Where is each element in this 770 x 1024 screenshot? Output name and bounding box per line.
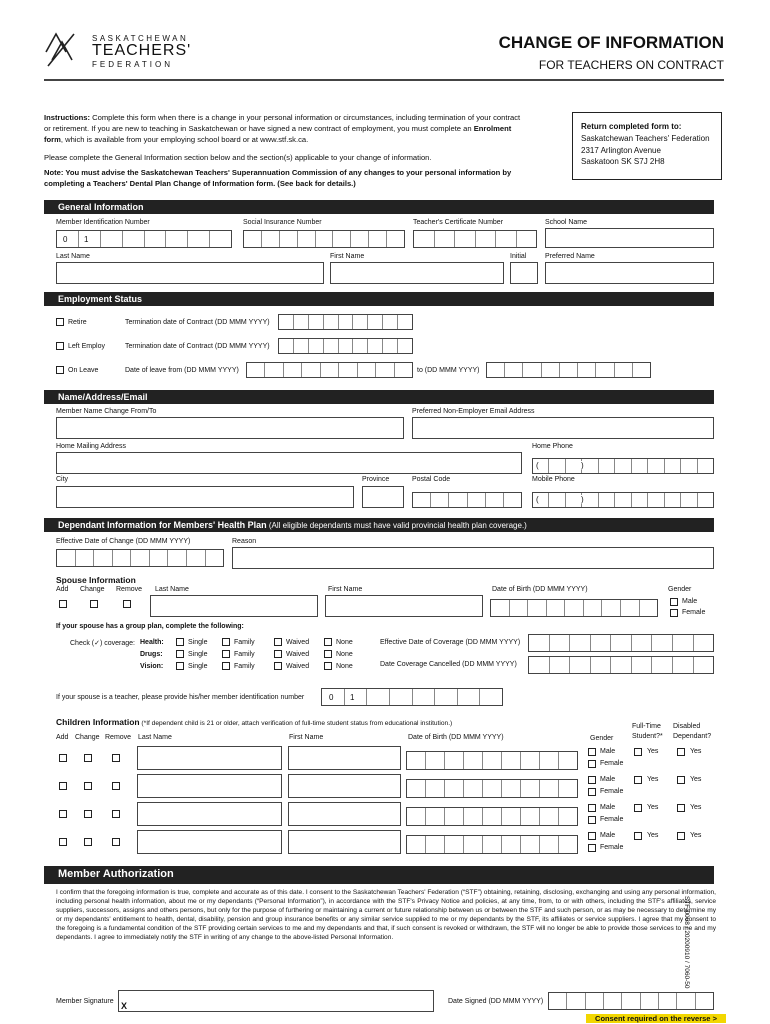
health-family-checkbox[interactable] — [222, 638, 230, 646]
children-dob-label: Date of Birth (DD MMM YYYY) — [408, 734, 504, 741]
section-dependant-title: Dependant Information for Members' Health Plan — [58, 520, 267, 530]
child2-dob-input[interactable] — [406, 779, 578, 798]
child3-disabled-yes-label: Yes — [690, 804, 702, 811]
spouse-dob-input[interactable] — [490, 599, 658, 617]
spouse-add-checkbox[interactable] — [59, 600, 67, 608]
vision-single-label: Single — [188, 663, 208, 670]
disabled-header: Disabled — [673, 723, 701, 730]
left-employ-checkbox[interactable] — [56, 342, 64, 350]
form-code: STF-0068 / 20200910 / 7060-50 — [683, 896, 690, 989]
vision-none-checkbox[interactable] — [324, 662, 332, 670]
org-name-line1: SASKATCHEWAN — [92, 34, 189, 43]
spouse-last-input[interactable] — [150, 595, 318, 617]
child3-remove-checkbox[interactable] — [112, 810, 120, 818]
instructions-note: Note: You must advise the Saskatchewan Teachers' Superannuation Commission of any changes to your personal information by completing a Teachers' Dental Plan Change of Information form. (See back for details.) — [44, 168, 512, 188]
spouse-male-label: Male — [682, 598, 698, 605]
spouse-last-label: Last Name — [155, 586, 189, 593]
eff-coverage-input[interactable] — [528, 634, 714, 652]
child4-remove-checkbox[interactable] — [112, 838, 120, 846]
health-label: Health: — [140, 639, 164, 646]
child2-female-label: Female — [600, 788, 624, 795]
vision-label: Vision: — [140, 663, 164, 670]
return-line2: 2317 Arlington Avenue — [581, 146, 661, 155]
retire-label: Retire — [68, 319, 87, 326]
drugs-family-checkbox[interactable] — [222, 650, 230, 658]
child1-female-checkbox[interactable] — [588, 760, 596, 768]
left-employ-label: Left Employ — [68, 343, 105, 350]
retire-date-input[interactable] — [278, 314, 413, 330]
spouse-id-prefix-0: 0 — [329, 693, 334, 702]
return-box — [572, 112, 722, 180]
retire-term-label: Termination date of Contract (DD MMM YYYY) — [125, 319, 270, 326]
mobile-phone-input[interactable] — [532, 492, 714, 508]
spouse-teacher-note: If your spouse is a teacher, please provide his/her member identification number — [56, 694, 305, 701]
spouse-first-input[interactable] — [325, 595, 483, 617]
left-date-input[interactable] — [278, 338, 413, 354]
member-id-label: Member Identification Number — [56, 219, 150, 226]
signature-input[interactable] — [118, 990, 434, 1012]
spouse-gender-label: Gender — [668, 586, 692, 593]
eff-date-change-input[interactable] — [56, 549, 224, 567]
drugs-label: Drugs: — [140, 651, 163, 658]
child3-female-checkbox[interactable] — [588, 816, 596, 824]
org-name-line3: FEDERATION — [92, 60, 173, 69]
school-input[interactable] — [545, 228, 714, 248]
child1-disabled-checkbox[interactable] — [677, 748, 685, 756]
child1-fulltime-checkbox[interactable] — [634, 748, 642, 756]
child4-male-checkbox[interactable] — [588, 832, 596, 840]
cert-label: Teacher's Certificate Number — [413, 219, 504, 226]
child2-male-label: Male — [600, 776, 616, 783]
spouse-remove-label: Remove — [116, 586, 143, 593]
first-name-input[interactable] — [330, 262, 504, 284]
health-none-label: None — [336, 639, 353, 646]
child2-remove-checkbox[interactable] — [112, 782, 120, 790]
authorization-text: I confirm that the foregoing information is true, complete and accurate as of this date. I consent to the Saskatchewan Teachers' Federation (“STF”) obtaining, retaining, disclosing, exchanging and using any personal information, including personal health information, about me or my dependants (“Personal Information”), in accordance with the STF's Privacy Notice and policies, at any time, from, to or with others, including the STF's affiliates, service suppliers, successors, assigns and others persons, but only for the purpose of furthering or maintaining a current or future relationship between us or between the STF and such person, or as may be necessary to determine my or my dependants' entitlement to health, dental, disability, pension and group insurance benefits or any similar service supplied to me or my dependants by the STF, its affiliates or service suppliers. I agree that my consent to the foregoing is a fundamental condition of the STF providing certain services to me and my dependants and that, if such consent is revoked or withdrawn, the STF will no longer be able to provide those services to me and my dependants. I agree to immediately notify the STF in writing of any change to the above-listed Personal Information. — [56, 889, 716, 942]
children-add-label: Add — [56, 734, 69, 741]
spouse-male-checkbox[interactable] — [670, 598, 678, 606]
spouse-female-label: Female — [682, 609, 706, 616]
child3-first-input[interactable] — [288, 802, 401, 826]
child1-add-checkbox[interactable] — [59, 754, 67, 762]
province-label: Province — [362, 476, 390, 483]
school-label: School Name — [545, 219, 588, 226]
child2-disabled-yes-label: Yes — [690, 776, 702, 783]
reason-label: Reason — [232, 538, 257, 545]
children-last-label: Last Name — [138, 734, 172, 741]
child1-remove-checkbox[interactable] — [112, 754, 120, 762]
page-subtitle: FOR TEACHERS ON CONTRACT — [538, 58, 724, 72]
drugs-single-label: Single — [188, 651, 208, 658]
on-leave-label: On Leave — [68, 367, 99, 374]
header-rule — [44, 79, 724, 81]
return-line1: Saskatchewan Teachers' Federation — [581, 134, 710, 143]
sin-input[interactable] — [243, 230, 405, 248]
member-id-input[interactable] — [56, 230, 232, 248]
instructions — [44, 112, 526, 145]
last-name-label: Last Name — [56, 253, 90, 260]
fulltime-header: Full-Time — [632, 723, 661, 730]
children-gender-label: Gender — [590, 735, 614, 742]
logo — [44, 30, 78, 68]
city-label: City — [56, 476, 69, 483]
section-authorization-title: Member Authorization — [58, 868, 174, 880]
drugs-waived-checkbox[interactable] — [274, 650, 282, 658]
page-title: CHANGE OF INFORMATION — [498, 33, 724, 52]
children-change-label: Change — [75, 734, 100, 741]
children-title-text: Children Information — [56, 717, 140, 727]
leave-from-label: Date of leave from (DD MMM YYYY) — [125, 367, 239, 374]
spouse-member-id-input[interactable] — [321, 688, 503, 706]
child2-last-input[interactable] — [137, 774, 282, 798]
preferred-name-label: Preferred Name — [545, 253, 595, 260]
leave-to-label: to (DD MMM YYYY) — [417, 367, 480, 374]
drugs-single-checkbox[interactable] — [176, 650, 184, 658]
vision-family-checkbox[interactable] — [222, 662, 230, 670]
section-dependant — [44, 518, 714, 532]
health-single-label: Single — [188, 639, 208, 646]
org-name-line2: TEACHERS' — [92, 42, 192, 59]
vision-family-label: Family — [234, 663, 255, 670]
mailing-address-input[interactable] — [56, 452, 522, 474]
section-name-address — [44, 390, 714, 404]
section-general-title: General Information — [58, 202, 144, 212]
child3-female-label: Female — [600, 816, 624, 823]
instructions-text-end: , which is available from your employing school board or at www.stf.sk.ca. — [60, 135, 309, 144]
on-leave-checkbox[interactable] — [56, 366, 64, 374]
child3-add-checkbox[interactable] — [59, 810, 67, 818]
consent-reverse-link[interactable]: Consent required on the reverse > — [586, 1014, 726, 1023]
section-name-address-title: Name/Address/Email — [58, 392, 148, 402]
instructions-text: Complete this form when there is a change in your personal information or circumstances, including termination of your contract or retirement. If you are new to teaching in Saskatchewan or have signed a new contract of employment, you must complete an — [44, 113, 521, 133]
section-employment-title: Employment Status — [58, 294, 143, 304]
preferred-name-input[interactable] — [545, 262, 714, 284]
children-first-label: First Name — [289, 734, 324, 741]
signature-x-mark: X — [121, 1001, 128, 1011]
spouse-add-label: Add — [56, 586, 69, 593]
vision-waived-checkbox[interactable] — [274, 662, 282, 670]
child4-fulltime-yes-label: Yes — [647, 832, 659, 839]
child4-disabled-yes-label: Yes — [690, 832, 702, 839]
health-waived-checkbox[interactable] — [274, 638, 282, 646]
child4-add-checkbox[interactable] — [59, 838, 67, 846]
postal-code-input[interactable] — [412, 492, 522, 508]
child3-fulltime-yes-label: Yes — [647, 804, 659, 811]
retire-checkbox[interactable] — [56, 318, 64, 326]
drugs-family-label: Family — [234, 651, 255, 658]
first-name-label: First Name — [330, 253, 365, 260]
vision-waived-label: Waived — [286, 663, 310, 670]
spouse-title: Spouse Information — [56, 575, 136, 585]
child3-male-label: Male — [600, 804, 616, 811]
postal-code-label: Postal Code — [412, 476, 451, 483]
home-phone-label: Home Phone — [532, 443, 573, 450]
child4-disabled-checkbox[interactable] — [677, 832, 685, 840]
child4-female-checkbox[interactable] — [588, 844, 596, 852]
child1-first-input[interactable] — [288, 746, 401, 770]
home-phone-paren-open: ( — [536, 461, 539, 470]
child2-disabled-checkbox[interactable] — [677, 776, 685, 784]
eff-date-change-label: Effective Date of Change (DD MMM YYYY) — [56, 538, 191, 545]
child2-add-checkbox[interactable] — [59, 782, 67, 790]
drugs-none-checkbox[interactable] — [324, 650, 332, 658]
section-employment — [44, 292, 714, 306]
drugs-none-label: None — [336, 651, 353, 658]
date-signed-label: Date Signed (DD MMM YYYY) — [448, 998, 544, 1005]
child2-first-input[interactable] — [288, 774, 401, 798]
name-change-label: Member Name Change From/To — [56, 408, 157, 415]
instructions-p2: Please complete the General Information section below and the section(s) applicable to your change of information. — [44, 153, 432, 162]
child1-change-checkbox[interactable] — [84, 754, 92, 762]
child4-male-label: Male — [600, 832, 616, 839]
instructions-label: Instructions: — [44, 113, 90, 122]
children-note: (*If dependent child is 21 or older, attach verification of full-time student status from educational institution.) — [139, 720, 453, 727]
member-id-prefix-0: 0 — [63, 235, 68, 244]
mobile-paren-close: ) — [581, 495, 584, 504]
health-waived-label: Waived — [286, 639, 310, 646]
spouse-dob-label: Date of Birth (DD MMM YYYY) — [492, 586, 588, 593]
drugs-waived-label: Waived — [286, 651, 310, 658]
vision-none-label: None — [336, 663, 353, 670]
leave-from-input[interactable] — [246, 362, 413, 378]
leave-to-input[interactable] — [486, 362, 651, 378]
child3-disabled-checkbox[interactable] — [677, 804, 685, 812]
section-authorization — [44, 866, 714, 884]
email-label: Preferred Non-Employer Email Address — [412, 408, 535, 415]
child4-first-input[interactable] — [288, 830, 401, 854]
sin-label: Social Insurance Number — [243, 219, 322, 226]
children-title — [56, 717, 452, 727]
mobile-phone-label: Mobile Phone — [532, 476, 575, 483]
cert-input[interactable] — [413, 230, 537, 248]
student-header: Student?* — [632, 733, 663, 740]
child2-fulltime-checkbox[interactable] — [634, 776, 642, 784]
initial-input[interactable] — [510, 262, 538, 284]
child3-dob-input[interactable] — [406, 807, 578, 826]
eff-coverage-label: Effective Date of Coverage (DD MMM YYYY) — [380, 639, 521, 646]
enrolment-form-link: Enrolment form — [44, 124, 512, 144]
child1-male-checkbox[interactable] — [588, 748, 596, 756]
health-family-label: Family — [234, 639, 255, 646]
home-phone-input[interactable] — [532, 458, 714, 474]
return-line3: Saskatoon SK S7J 2H8 — [581, 157, 665, 166]
logo-mark-icon — [44, 30, 78, 68]
spouse-remove-checkbox[interactable] — [123, 600, 131, 608]
child1-male-label: Male — [600, 748, 616, 755]
left-term-label: Termination date of Contract (DD MMM YYYY) — [125, 343, 270, 350]
group-plan-note: If your spouse has a group plan, complete the following: — [56, 623, 244, 630]
child4-last-input[interactable] — [137, 830, 282, 854]
spouse-female-checkbox[interactable] — [670, 609, 678, 617]
name-change-input[interactable] — [56, 417, 404, 439]
member-id-prefix-1: 1 — [84, 235, 89, 244]
child1-dob-input[interactable] — [406, 751, 578, 770]
child1-last-input[interactable] — [137, 746, 282, 770]
child2-fulltime-yes-label: Yes — [647, 776, 659, 783]
coverage-cancelled-label: Date Coverage Cancelled (DD MMM YYYY) — [380, 661, 517, 668]
reason-input[interactable] — [232, 547, 714, 569]
return-title: Return completed form to: — [581, 122, 682, 131]
child3-last-input[interactable] — [137, 802, 282, 826]
child1-female-label: Female — [600, 760, 624, 767]
child1-disabled-yes-label: Yes — [690, 748, 702, 755]
signature-label: Member Signature — [56, 998, 114, 1005]
city-input[interactable] — [56, 486, 354, 508]
dependant-header: Dependant? — [673, 733, 712, 740]
province-input[interactable] — [362, 486, 404, 508]
spouse-first-label: First Name — [328, 586, 363, 593]
child3-change-checkbox[interactable] — [84, 810, 92, 818]
child4-female-label: Female — [600, 844, 624, 851]
child3-male-checkbox[interactable] — [588, 804, 596, 812]
last-name-input[interactable] — [56, 262, 324, 284]
mailing-address-label: Home Mailing Address — [56, 443, 127, 450]
child4-dob-input[interactable] — [406, 835, 578, 854]
children-remove-label: Remove — [105, 734, 132, 741]
child1-fulltime-yes-label: Yes — [647, 748, 659, 755]
child2-male-checkbox[interactable] — [588, 776, 596, 784]
child2-female-checkbox[interactable] — [588, 788, 596, 796]
child3-fulltime-checkbox[interactable] — [634, 804, 642, 812]
home-phone-paren-close: ) — [581, 461, 584, 470]
initial-label: Initial — [510, 253, 527, 260]
check-coverage-label: Check (✓) coverage: — [70, 640, 135, 647]
child4-fulltime-checkbox[interactable] — [634, 832, 642, 840]
mobile-paren-open: ( — [536, 495, 539, 504]
section-dependant-subtitle: (All eligible dependants must have valid provincial health plan coverage.) — [266, 521, 527, 530]
coverage-cancelled-input[interactable] — [528, 656, 714, 674]
child2-change-checkbox[interactable] — [84, 782, 92, 790]
health-single-checkbox[interactable] — [176, 638, 184, 646]
spouse-id-prefix-1: 1 — [350, 693, 355, 702]
health-none-checkbox[interactable] — [324, 638, 332, 646]
spouse-change-label: Change — [80, 586, 105, 593]
spouse-change-checkbox[interactable] — [90, 600, 98, 608]
vision-single-checkbox[interactable] — [176, 662, 184, 670]
child4-change-checkbox[interactable] — [84, 838, 92, 846]
section-general — [44, 200, 714, 214]
email-input[interactable] — [412, 417, 714, 439]
